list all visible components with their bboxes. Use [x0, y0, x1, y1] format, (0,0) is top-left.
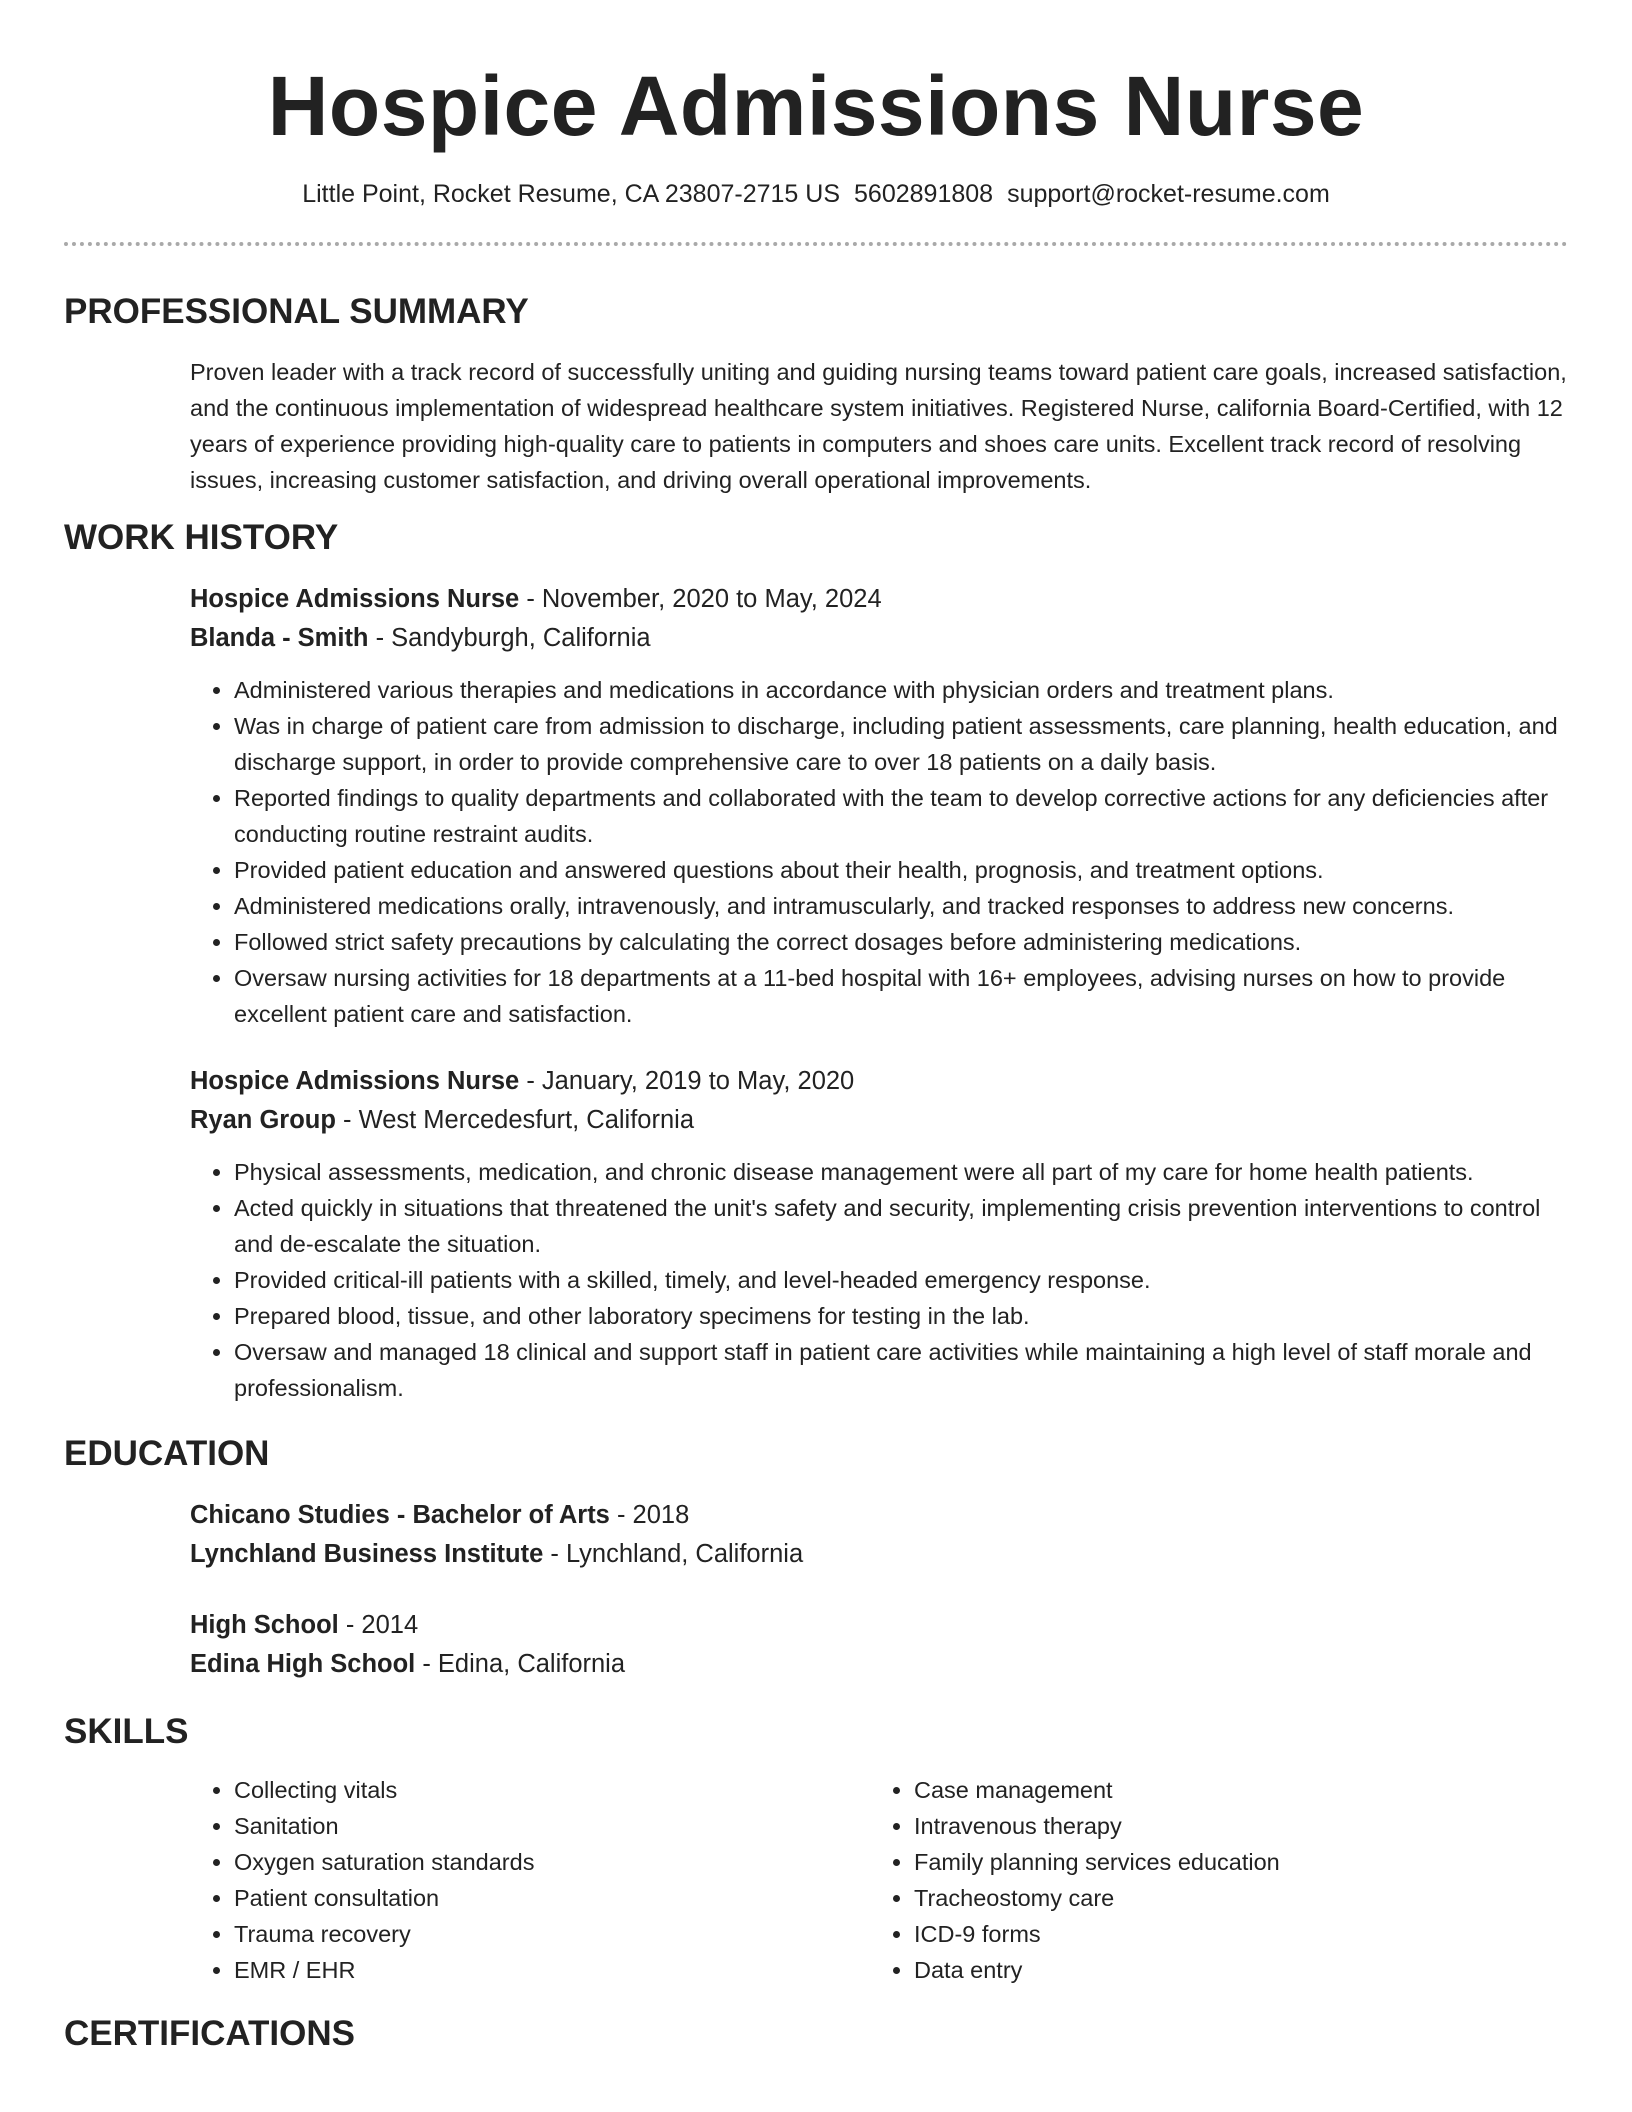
work-heading: WORK HISTORY	[64, 518, 339, 557]
education-degree: High School	[190, 1611, 339, 1639]
job-bullet: • Prepared blood, tissue, and other laboratory specimens for testing in the lab.	[234, 1298, 1568, 1334]
job-bullets	[190, 1154, 1568, 1406]
skills-section	[64, 1710, 1568, 1988]
job-bullet: • Provided critical-ill patients with a skilled, timely, and level-headed emergency response.	[234, 1262, 1568, 1298]
job-location: - Sandyburgh, California	[368, 624, 651, 652]
summary-heading: PROFESSIONAL SUMMARY	[64, 292, 529, 331]
job-bullet: • Was in charge of patient care from admission to discharge, including patient assessments, care planning, health education, and discharge support, in order to provide comprehensive care to over 18 patients on a daily basis.	[234, 708, 1568, 780]
job-bullet: • Administered medications orally, intravenously, and intramuscularly, and tracked responses to address new concerns.	[234, 888, 1568, 924]
job-bullet: • Oversaw and managed 18 clinical and support staff in patient care activities while maintaining a high level of staff morale and professionalism.	[234, 1334, 1568, 1406]
job-title-line	[190, 1062, 1568, 1101]
skill-item: • EMR / EHR	[234, 1952, 870, 1988]
contact-email: support@rocket-resume.com	[1007, 180, 1330, 208]
job-dates: - November, 2020 to May, 2024	[519, 585, 882, 613]
education-location: - Edina, California	[415, 1650, 626, 1678]
skill-item: • Trauma recovery	[234, 1916, 870, 1952]
job-title-line	[190, 580, 1568, 619]
job-dates: - January, 2019 to May, 2020	[519, 1067, 855, 1095]
job-bullet: • Oversaw nursing activities for 18 departments at a 11-bed hospital with 16+ employees, advising nurses on how to provide excellent patient care and satisfaction.	[234, 960, 1568, 1032]
education-degree: Chicano Studies - Bachelor of Arts	[190, 1501, 610, 1529]
skill-item: • Oxygen saturation standards	[234, 1844, 870, 1880]
skills-list-right	[870, 1772, 1550, 1988]
job-location: - West Mercedesfurt, California	[335, 1106, 694, 1134]
skills-heading: SKILLS	[64, 1712, 189, 1751]
job-bullet: • Reported findings to quality departments and collaborated with the team to develop corrective actions for any deficiencies after conducting routine restraint audits.	[234, 780, 1568, 852]
skill-item: • Data entry	[914, 1952, 1550, 1988]
skill-item: • Tracheostomy care	[914, 1880, 1550, 1916]
education-year: - 2014	[338, 1611, 419, 1639]
job-role: Hospice Admissions Nurse	[190, 585, 520, 613]
job-entry	[64, 580, 1568, 1032]
skill-item: • Patient consultation	[234, 1880, 870, 1916]
job-bullet: • Physical assessments, medication, and chronic disease management were all part of my care for home health patients.	[234, 1154, 1568, 1190]
job-company: Ryan Group	[190, 1106, 336, 1134]
education-degree-line	[190, 1606, 1568, 1645]
skills-columns	[190, 1772, 1568, 1988]
job-company: Blanda - Smith	[190, 624, 369, 652]
job-bullets	[190, 672, 1568, 1032]
job-company-line	[190, 619, 1568, 658]
job-bullet: • Acted quickly in situations that threatened the unit's safety and security, implementing crisis prevention interventions to control and de-escalate the situation.	[234, 1190, 1568, 1262]
resume-name: Hospice Admissions Nurse	[267, 59, 1365, 153]
work-section	[64, 516, 1568, 1406]
skill-item: • Collecting vitals	[234, 1772, 870, 1808]
job-company-line	[190, 1101, 1568, 1140]
education-school: Lynchland Business Institute	[190, 1540, 544, 1568]
skill-item: • ICD-9 forms	[914, 1916, 1550, 1952]
skill-item: • Intravenous therapy	[914, 1808, 1550, 1844]
education-year: - 2018	[609, 1501, 690, 1529]
education-school: Edina High School	[190, 1650, 416, 1678]
job-role: Hospice Admissions Nurse	[190, 1067, 520, 1095]
education-entry	[64, 1496, 1568, 1574]
education-section	[64, 1432, 1568, 1684]
skill-item: • Family planning services education	[914, 1844, 1550, 1880]
header-divider	[64, 242, 1568, 246]
education-heading: EDUCATION	[64, 1434, 270, 1473]
contact-phone: 5602891808	[854, 180, 994, 208]
skills-list-left	[190, 1772, 870, 1988]
certifications-heading: CERTIFICATIONS	[64, 2014, 356, 2053]
job-bullet: • Provided patient education and answered questions about their health, prognosis, and treatment options.	[234, 852, 1568, 888]
education-degree-line	[190, 1496, 1568, 1535]
job-bullet: • Followed strict safety precautions by calculating the correct dosages before administering medications.	[234, 924, 1568, 960]
education-school-line	[190, 1645, 1568, 1684]
job-bullet: • Administered various therapies and medications in accordance with physician orders and treatment plans.	[234, 672, 1568, 708]
contact-line	[64, 178, 1568, 210]
certifications-section	[64, 2012, 1568, 2056]
contact-address: Little Point, Rocket Resume, CA 23807-2715 US	[302, 180, 841, 208]
summary-text: Proven leader with a track record of successfully uniting and guiding nursing teams toward patient care goals, increased satisfaction, and the continuous implementation of widespread healthcare system initiatives. Registered Nurse, california Board-Certified, with 12 years of experience providing high-quality care to patients in computers and shoes care units. Excellent track record of resolving issues, increasing customer satisfaction, and driving overall operational improvements.	[190, 359, 1567, 493]
education-entry	[64, 1606, 1568, 1684]
education-location: - Lynchland, California	[543, 1540, 804, 1568]
summary-section	[64, 290, 1568, 498]
job-entry	[64, 1062, 1568, 1406]
skill-item: • Case management	[914, 1772, 1550, 1808]
skill-item: • Sanitation	[234, 1808, 870, 1844]
education-school-line	[190, 1535, 1568, 1574]
